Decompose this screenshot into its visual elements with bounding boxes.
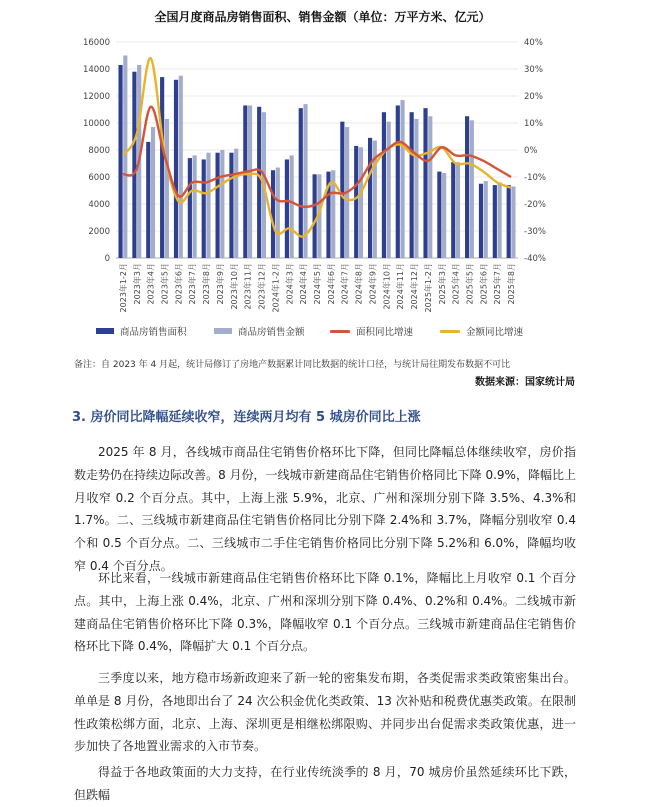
- y-right-tick-label: 20%: [524, 92, 543, 102]
- x-tick-label: 2024年4月: [299, 263, 309, 305]
- y-left-tick-label: 14000: [82, 65, 110, 75]
- bar-area: [313, 174, 317, 258]
- x-tick-label: 2025年6月: [479, 263, 489, 305]
- data-source: 数据来源：国家统计局: [475, 377, 575, 388]
- x-tick-label: 2024年10月: [382, 263, 392, 310]
- paragraph-1: 2025 年 8 月，各线城市商品住宅销售价格环比下降，但同比降幅总体继续收窄，房价指数走势仍在持续边际改善。8 月份，一线城市新建商品住宅销售价格同比下降 0.9%，降幅比上月收窄 0.2 个百分点。其中，上海上涨 5.9%，北京、广州和深圳分别下降 3.5%、4.3%和 1.7%。二、三线城市新建商品住宅销售价格同比分别下降 2.4%和 3.7%，降幅分别收窄 0.4 个和 0.5 个百分点。二、三线城市二手住宅销售价格同比分别下降 5.2%和 6.0%，降幅均收窄 0.4 个百分点。: [74, 445, 576, 573]
- y-right-tick-label: 10%: [524, 119, 543, 129]
- bar-amount: [414, 119, 418, 258]
- x-tick-label: 2024年3月: [285, 263, 295, 305]
- bar-area: [285, 159, 289, 258]
- bar-amount: [276, 168, 280, 258]
- bar-area: [479, 184, 483, 258]
- x-tick-label: 2023年3月: [132, 263, 142, 305]
- legend-swatch-area: [96, 328, 114, 334]
- bar-area: [202, 159, 206, 258]
- x-tick-label: 2023年5月: [160, 263, 170, 305]
- bar-amount: [193, 155, 197, 258]
- y-right-tick-label: -30%: [524, 227, 546, 237]
- y-right-tick-label: -20%: [524, 200, 546, 210]
- x-tick-label: 2025年4月: [451, 263, 461, 305]
- bar-area: [410, 112, 414, 258]
- section-heading: 3. 房价同比降幅延续收窄，连续两月均有 5 城房价同比上涨: [72, 410, 421, 425]
- paragraph-2: 环比来看，一线城市新建商品住宅销售价格环比下降 0.1%，降幅比上月收窄 0.1 个百分点。其中，上海上涨 0.4%，北京、广州和深圳分别下降 0.4%、0.2%和 0.4%。二线城市新建商品住宅销售价格环比下降 0.3%，降幅收窄 0.1 个百分点。三线城市新建商品住宅销售价格环比下降 0.4%，降幅扩大 0.1 个百分点。: [74, 571, 576, 654]
- x-tick-label: 2023年4月: [146, 263, 156, 305]
- legend-label-amount-yoy: 金额同比增速: [466, 327, 524, 338]
- y-left-tick-label: 8000: [88, 146, 110, 156]
- bar-amount: [470, 120, 474, 258]
- bar-area: [132, 72, 136, 258]
- bar-amount: [428, 116, 432, 258]
- y-left-tick-label: 4000: [88, 200, 110, 210]
- bar-area: [340, 122, 344, 258]
- y-right-tick-label: 40%: [524, 38, 543, 48]
- bar-amount: [359, 147, 363, 258]
- x-tick-label: 2024年5月: [313, 263, 322, 305]
- x-tick-label: 2025年1-2月: [423, 263, 433, 313]
- sales-chart: [0, 24, 645, 324]
- paragraph-4: 得益于各地政策面的大力支持，在行业传统淡季的 8 月，70 城房价虽然延续环比下跌，但跌幅: [74, 765, 576, 802]
- bar-amount: [123, 56, 127, 259]
- bar-area: [396, 105, 400, 258]
- y-left-tick-label: 0: [104, 254, 110, 264]
- bar-amount: [442, 173, 446, 258]
- x-tick-label: 2023年7月: [188, 263, 198, 305]
- y-right-tick-label: 30%: [524, 65, 543, 75]
- y-left-tick-label: 10000: [82, 119, 110, 129]
- chart-legend: [0, 324, 645, 338]
- bar-amount: [151, 127, 155, 258]
- bar-amount: [498, 182, 502, 258]
- x-tick-label: 2024年6月: [326, 263, 336, 305]
- y-left-tick-label: 6000: [88, 173, 110, 183]
- x-tick-label: 2023年10月: [229, 263, 239, 310]
- x-tick-label: 2025年8月: [507, 263, 517, 305]
- bar-area: [174, 80, 178, 258]
- bar-area: [423, 108, 427, 258]
- bar-area: [507, 185, 511, 258]
- legend-label-amount: 商品房销售金额: [238, 327, 305, 338]
- x-tick-label: 2023年11月: [243, 263, 253, 310]
- chart-note: 备注：自 2023 年 4 月起，统计局修订了房地产数据累计同比数据的统计口径，与统计局往期发布数据不可比: [74, 360, 511, 370]
- x-tick-label: 2024年7月: [340, 263, 350, 305]
- y-left-tick-label: 16000: [82, 38, 110, 48]
- bar-area: [382, 112, 386, 258]
- chart-title: 全国月度商品房销售面积、销售金额（单位：万平方米、亿元）: [154, 10, 491, 24]
- bar-area: [160, 77, 164, 258]
- bar-area: [216, 153, 220, 258]
- bar-amount: [248, 105, 252, 258]
- legend-item-area: [96, 324, 187, 338]
- bar-area: [465, 116, 469, 258]
- bar-amount: [484, 181, 488, 258]
- bar-area: [243, 105, 247, 258]
- bar-area: [188, 158, 192, 258]
- legend-swatch-amount: [214, 328, 232, 334]
- bar-amount: [165, 119, 169, 258]
- legend-item-amount-yoy: [440, 324, 523, 338]
- x-tick-label: 2023年1-2月: [118, 263, 128, 313]
- legend-swatch-area-yoy: [330, 330, 350, 333]
- legend-swatch-amount-yoy: [440, 330, 460, 333]
- bar-area: [146, 142, 150, 258]
- bar-amount: [179, 76, 183, 258]
- x-tick-label: 2023年8月: [202, 263, 212, 305]
- legend-item-amount: [214, 324, 305, 338]
- bar-area: [437, 172, 441, 258]
- bar-amount: [206, 153, 210, 258]
- bar-amount: [400, 100, 404, 258]
- x-tick-label: 2023年6月: [174, 263, 184, 305]
- x-tick-label: 2023年9月: [215, 263, 225, 305]
- bar-amount: [234, 149, 238, 258]
- legend-item-area-yoy: [330, 324, 413, 338]
- y-right-tick-label: 0%: [524, 146, 538, 156]
- bar-area: [368, 138, 372, 258]
- bar-area: [118, 65, 122, 258]
- x-tick-label: 2025年7月: [493, 263, 503, 305]
- bar-area: [493, 185, 497, 258]
- y-left-tick-label: 2000: [88, 227, 110, 237]
- x-tick-label: 2024年12月: [410, 263, 420, 310]
- bar-area: [451, 162, 455, 258]
- chart-bars: [118, 56, 515, 259]
- x-tick-label: 2023年12月: [257, 263, 267, 310]
- x-tick-label: 2025年3月: [437, 263, 447, 305]
- x-tick-label: 2024年1-2月: [271, 263, 281, 313]
- bar-amount: [290, 155, 294, 258]
- bar-amount: [511, 186, 515, 258]
- legend-label-area-yoy: 面积同比增速: [356, 327, 414, 338]
- bar-area: [257, 107, 261, 258]
- legend-label-area: 商品房销售面积: [120, 327, 187, 338]
- bar-amount: [456, 162, 460, 258]
- y-left-tick-label: 12000: [82, 92, 110, 102]
- bar-area: [229, 153, 233, 258]
- x-tick-label: 2025年5月: [465, 263, 475, 305]
- x-tick-label: 2024年11月: [396, 263, 406, 310]
- paragraph-3: 三季度以来，地方稳市场新政迎来了新一轮的密集发布期，各类促需求类政策密集出台。单单是 8 月份，各地即出台了 24 次公积金优化类政策、13 次补贴和税费优惠类政策。在限制性政策松绑方面，北京、上海、深圳更是相继松绑限购、并同步出台促需求类政策优惠，进一步加快了各地置业需求的入市节奏。: [74, 671, 576, 754]
- x-tick-label: 2024年9月: [368, 263, 378, 305]
- x-tick-label: 2024年8月: [354, 263, 364, 305]
- y-right-tick-label: -10%: [524, 173, 546, 183]
- bar-amount: [220, 150, 224, 258]
- bar-amount: [387, 122, 391, 258]
- y-right-tick-label: -40%: [524, 254, 546, 264]
- bar-area: [354, 146, 358, 258]
